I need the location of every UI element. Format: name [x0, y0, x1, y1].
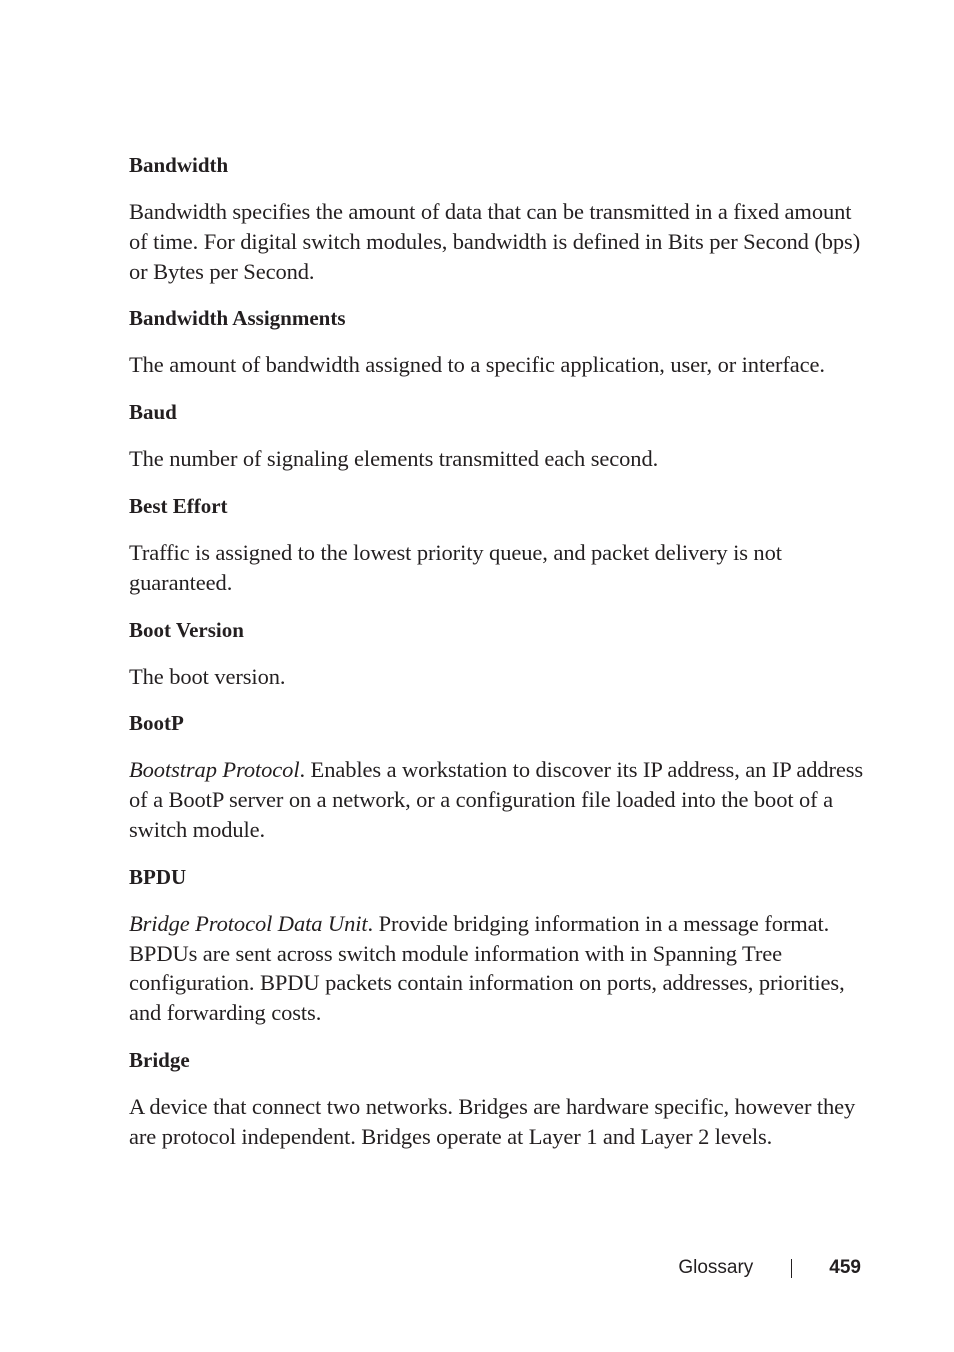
definition-best-effort: Traffic is assigned to the lowest priority queue, and packet delivery is not guaranteed. [129, 539, 782, 595]
definition-baud: The number of signaling elements transmitted each second. [129, 446, 659, 472]
footer-section-label: Glossary [678, 1257, 754, 1278]
definition-bpdu [129, 909, 864, 1028]
definition-bpdu-expansion: Bridge Protocol Data Unit [129, 910, 368, 936]
glossary-content [129, 150, 864, 1169]
definition-boot-version: The boot version. [129, 663, 286, 689]
definition-bpdu-text: . Provide bridging information in a message format. BPDUs are sent across switch module information with in Spanning Tree configuration. BPDU packets contain information on ports, addresses, priorities, and forwarding costs. [129, 910, 845, 1026]
term-bandwidth: Bandwidth [129, 153, 229, 177]
definition-bridge: A device that connect two networks. Bridges are hardware specific, however they are protocol independent. Bridges operate at Layer 1 and Layer 2 levels. [129, 1093, 856, 1149]
term-bootp: BootP [129, 711, 184, 736]
definition-bandwidth: Bandwidth specifies the amount of data that can be transmitted in a fixed amount of time. For digital switch modules, bandwidth is defined in Bits per Second (bps) or Bytes per Second. [129, 199, 861, 284]
footer-separator [791, 1259, 792, 1278]
page-number: 459 [829, 1257, 861, 1278]
term-baud: Baud [129, 400, 177, 425]
term-best-effort: Best Effort [129, 493, 228, 518]
term-bpdu: BPDU [129, 864, 187, 889]
page-footer [678, 1254, 861, 1282]
definition-bootp-expansion: Bootstrap Protocol [129, 757, 300, 783]
definition-bandwidth-assignments: The amount of bandwidth assigned to a specific application, user, or interface. [129, 352, 825, 378]
definition-bootp-text: . Enables a workstation to discover its IP address, an IP address of a BootP server on a network, or a configuration file loaded into the boot of a switch module. [129, 757, 864, 842]
term-bandwidth-assignments: Bandwidth Assignments [129, 306, 346, 331]
definition-bootp [129, 755, 864, 844]
term-boot-version: Boot Version [129, 617, 244, 642]
term-bridge: Bridge [129, 1047, 190, 1072]
